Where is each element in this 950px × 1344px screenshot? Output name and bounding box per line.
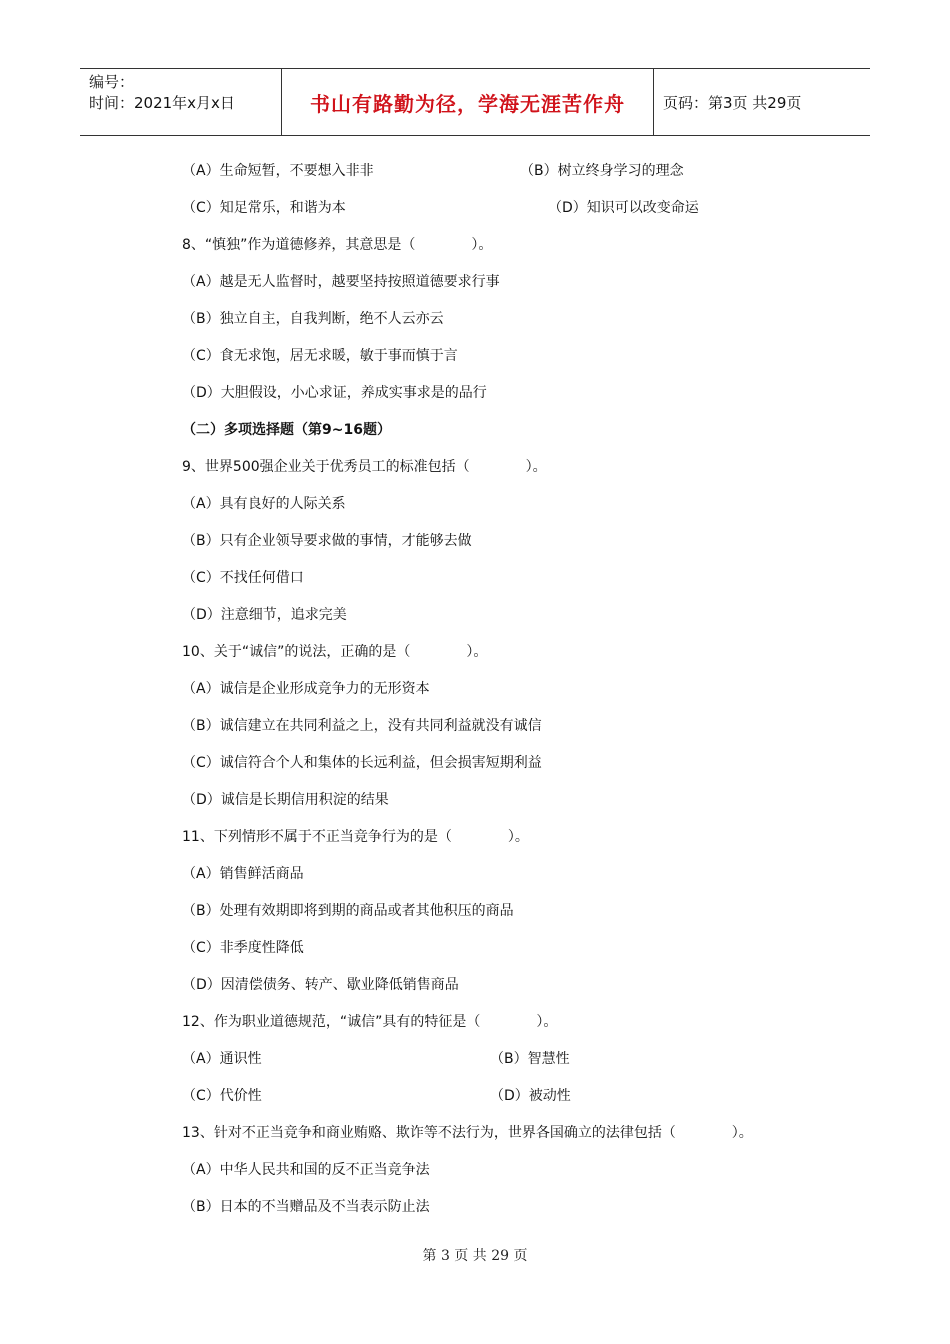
question-10: 10、关于“诚信”的说法，正确的是（ ）。: [182, 644, 488, 660]
question-content: [182, 153, 822, 1226]
option-row: [182, 1078, 822, 1115]
q11-option-b: （B）处理有效期即将到期的商品或者其他积压的商品: [182, 903, 514, 919]
q12-option-c: （C）代价性: [182, 1088, 262, 1104]
option-a: （A）生命短暂，不要想入非非: [182, 163, 374, 179]
q9-option-c: （C）不找任何借口: [182, 570, 304, 586]
q10-option-b: （B）诚信建立在共同利益之上，没有共同利益就没有诚信: [182, 718, 542, 734]
q13-option-a: （A）中华人民共和国的反不正当竞争法: [182, 1162, 430, 1178]
q10-option-c: （C）诚信符合个人和集体的长远利益，但会损害短期利益: [182, 755, 542, 771]
option-b: （B）树立终身学习的理念: [520, 163, 684, 179]
option-row: [182, 190, 822, 227]
header-meta: [80, 69, 281, 135]
q11-option-a: （A）销售鲜活商品: [182, 866, 304, 882]
option-row: [182, 153, 822, 190]
q9-option-d: （D）注意细节，追求完美: [182, 607, 347, 623]
q10-option-a: （A）诚信是企业形成竞争力的无形资本: [182, 681, 430, 697]
q9-option-b: （B）只有企业领导要求做的事情，才能够去做: [182, 533, 472, 549]
section-heading: （二）多项选择题（第9~16题）: [182, 422, 391, 438]
option-row: [182, 1041, 822, 1078]
page-footer: 第 3 页 共 29 页: [422, 1248, 528, 1264]
question-13: 13、针对不正当竞争和商业贿赂、欺诈等不法行为，世界各国确立的法律包括（ ）。: [182, 1125, 753, 1141]
q11-option-d: （D）因清偿债务、转产、歇业降低销售商品: [182, 977, 459, 993]
q11-option-c: （C）非季度性降低: [182, 940, 304, 956]
q12-option-d: （D）被动性: [490, 1088, 571, 1104]
question-12: 12、作为职业道德规范，“诚信”具有的特征是（ ）。: [182, 1014, 558, 1030]
question-9: 9、世界500强企业关于优秀员工的标准包括（ ）。: [182, 459, 547, 475]
question-11: 11、下列情形不属于不正当竞争行为的是（ ）。: [182, 829, 529, 845]
q13-option-b: （B）日本的不当赠品及不当表示防止法: [182, 1199, 430, 1215]
date-label: 时间：2021年x月x日: [89, 94, 235, 112]
q12-option-a: （A）通识性: [182, 1051, 262, 1067]
header-motto: 书山有路勤为径，学海无涯苦作舟: [281, 69, 654, 135]
q10-option-d: （D）诚信是长期信用积淀的结果: [182, 792, 389, 808]
number-label: 编号：: [89, 73, 135, 91]
option-d: （D）知识可以改变命运: [548, 200, 699, 216]
q8-option-c: （C）食无求饱，居无求暖，敏于事而慎于言: [182, 348, 458, 364]
q9-option-a: （A）具有良好的人际关系: [182, 496, 346, 512]
q8-option-d: （D）大胆假设，小心求证，养成实事求是的品行: [182, 385, 487, 401]
question-8: 8、“慎独”作为道德修养，其意思是（ ）。: [182, 237, 493, 253]
option-c: （C）知足常乐，和谐为本: [182, 200, 346, 216]
q8-option-a: （A）越是无人监督时，越要坚持按照道德要求行事: [182, 274, 500, 290]
q8-option-b: （B）独立自主，自我判断，绝不人云亦云: [182, 311, 444, 327]
header-page-info: 页码：第3页 共29页: [663, 93, 802, 112]
page-header: [80, 68, 870, 136]
q12-option-b: （B）智慧性: [490, 1051, 570, 1067]
